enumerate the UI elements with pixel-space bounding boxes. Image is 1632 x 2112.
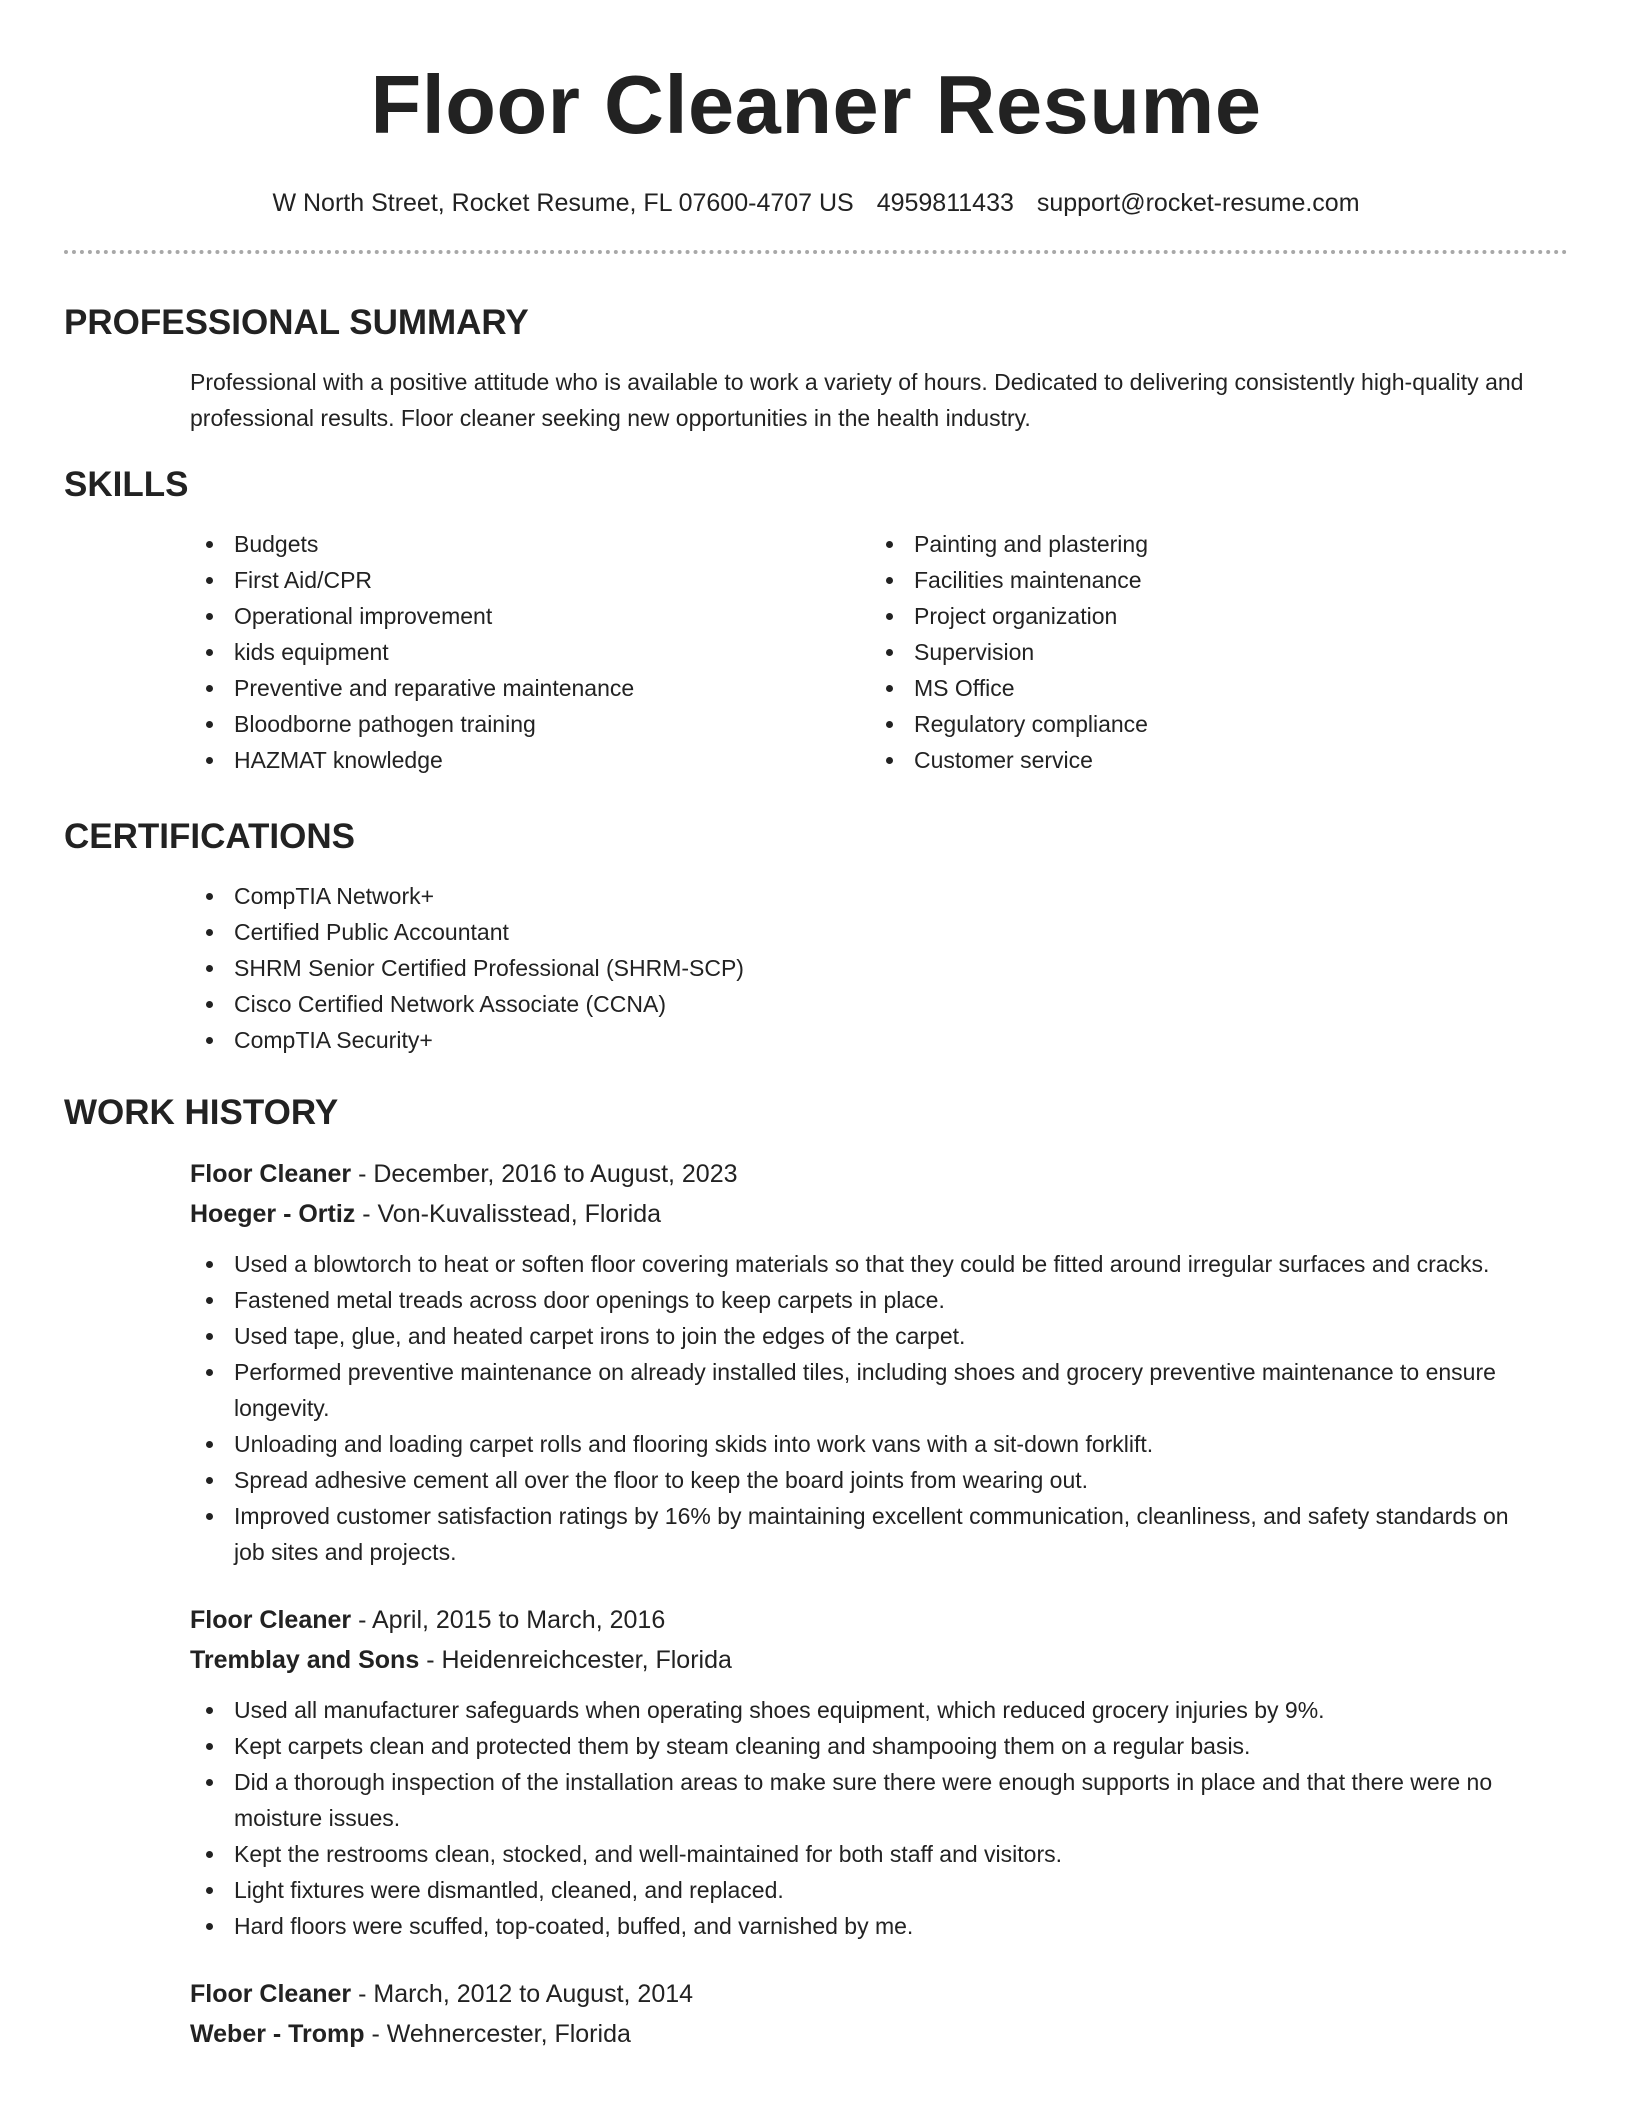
skill-item: Bloodborne pathogen training (190, 706, 870, 742)
certification-item: CompTIA Security+ (190, 1022, 1568, 1058)
job-entry (64, 1154, 1568, 1570)
job-bullet: Performed preventive maintenance on already installed tiles, including shoes and grocery preventive maintenance to ensure longevity. (190, 1354, 1568, 1426)
job-dates: - December, 2016 to August, 2023 (351, 1160, 738, 1188)
job-location: - Heidenreichcester, Florida (419, 1646, 732, 1674)
job-role: Floor Cleaner (190, 1980, 352, 2008)
job-bullet: Kept the restrooms clean, stocked, and well-maintained for both staff and visitors. (190, 1836, 1568, 1872)
page-title: Floor Cleaner Resume (370, 58, 1262, 151)
job-dates: - April, 2015 to March, 2016 (351, 1606, 666, 1634)
job-bullet: Spread adhesive cement all over the floor to keep the board joints from wearing out. (190, 1462, 1568, 1498)
job-bullet: Fastened metal treads across door openings to keep carpets in place. (190, 1282, 1568, 1318)
summary-heading: PROFESSIONAL SUMMARY (64, 303, 529, 342)
job-company-line (190, 2014, 1568, 2054)
job-company-line (190, 1194, 1568, 1234)
skills-column-right (870, 526, 1568, 778)
header-divider (64, 250, 1568, 254)
summary-text: Professional with a positive attitude who is available to work a variety of hours. Dedicated to delivering consistently high-quality and professional results. Floor cleaner seeking new opportunities in the health industry. (190, 369, 1524, 431)
skills-section (64, 464, 1568, 778)
job-bullet: Kept carpets clean and protected them by steam cleaning and shampooing them on a regular basis. (190, 1728, 1568, 1764)
job-role: Floor Cleaner (190, 1160, 352, 1188)
certifications-section (64, 816, 1568, 1058)
work-history-heading: WORK HISTORY (64, 1093, 339, 1132)
certification-item: Cisco Certified Network Associate (CCNA) (190, 986, 1568, 1022)
job-role-line (190, 1974, 1568, 2014)
job-company: Weber - Tromp (190, 2020, 365, 2048)
contact-info (64, 188, 1568, 218)
skills-column-left (190, 526, 870, 778)
skills-grid (64, 526, 1568, 778)
skill-item: Painting and plastering (870, 526, 1568, 562)
job-responsibilities (190, 1246, 1568, 1570)
job-bullet: Light fixtures were dismantled, cleaned, and replaced. (190, 1872, 1568, 1908)
job-bullet: Unloading and loading carpet rolls and flooring skids into work vans with a sit-down forklift. (190, 1426, 1568, 1462)
job-responsibilities (190, 1692, 1568, 1944)
skills-heading: SKILLS (64, 465, 189, 504)
skill-item: Budgets (190, 526, 870, 562)
certification-item: CompTIA Network+ (190, 878, 1568, 914)
job-bullet: Used all manufacturer safeguards when operating shoes equipment, which reduced grocery injuries by 9%. (190, 1692, 1568, 1728)
job-bullet: Used a blowtorch to heat or soften floor covering materials so that they could be fitted around irregular surfaces and cracks. (190, 1246, 1568, 1282)
certification-item: Certified Public Accountant (190, 914, 1568, 950)
certifications-heading: CERTIFICATIONS (64, 817, 356, 856)
certifications-list (64, 878, 1568, 1058)
skill-item: Operational improvement (190, 598, 870, 634)
skill-item: MS Office (870, 670, 1568, 706)
skill-item: HAZMAT knowledge (190, 742, 870, 778)
contact-phone: 4959811433 (876, 189, 1014, 217)
contact-email: support@rocket-resume.com (1036, 189, 1360, 217)
skill-item: Facilities maintenance (870, 562, 1568, 598)
skill-item: kids equipment (190, 634, 870, 670)
job-company: Tremblay and Sons (190, 1646, 420, 1674)
work-history-section (64, 1092, 1568, 2054)
job-entry (64, 1974, 1568, 2054)
skill-item: Customer service (870, 742, 1568, 778)
job-location: - Wehnercester, Florida (364, 2020, 631, 2048)
skill-item: Preventive and reparative maintenance (190, 670, 870, 706)
job-role-line (190, 1154, 1568, 1194)
job-role-line (190, 1600, 1568, 1640)
job-company: Hoeger - Ortiz (190, 1200, 356, 1228)
skill-item: First Aid/CPR (190, 562, 870, 598)
contact-address: W North Street, Rocket Resume, FL 07600-4707 US (272, 189, 854, 217)
job-role: Floor Cleaner (190, 1606, 352, 1634)
job-company-line (190, 1640, 1568, 1680)
job-bullet: Did a thorough inspection of the installation areas to make sure there were enough supports in place and that there were no moisture issues. (190, 1764, 1568, 1836)
summary-section (64, 302, 1568, 436)
job-bullet: Used tape, glue, and heated carpet irons to join the edges of the carpet. (190, 1318, 1568, 1354)
job-entry (64, 1600, 1568, 1944)
job-location: - Von-Kuvalisstead, Florida (355, 1200, 661, 1228)
skill-item: Regulatory compliance (870, 706, 1568, 742)
job-bullet: Improved customer satisfaction ratings by 16% by maintaining excellent communication, cleanliness, and safety standards on job sites and projects. (190, 1498, 1568, 1570)
skill-item: Project organization (870, 598, 1568, 634)
certification-item: SHRM Senior Certified Professional (SHRM-SCP) (190, 950, 1568, 986)
job-bullet: Hard floors were scuffed, top-coated, buffed, and varnished by me. (190, 1908, 1568, 1944)
skill-item: Supervision (870, 634, 1568, 670)
job-dates: - March, 2012 to August, 2014 (351, 1980, 694, 2008)
